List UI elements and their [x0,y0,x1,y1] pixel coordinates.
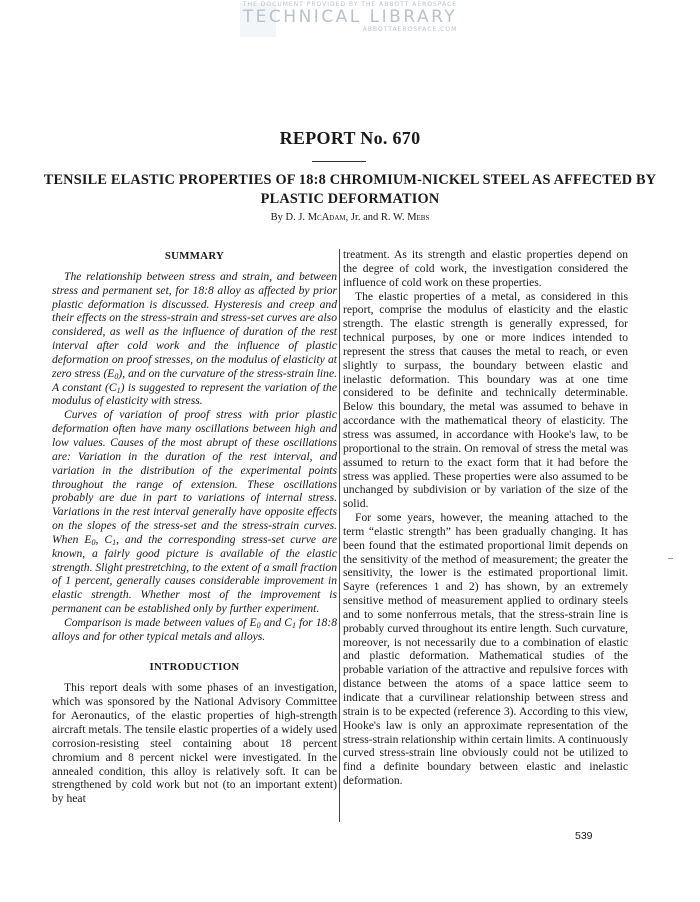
summary-section [52,250,337,644]
text-run: ) is suggested to represent the variation of the modulus of elasticity with stress. [52,380,337,408]
subscript: 0 [256,620,261,630]
summary-paragraph-1 [52,270,337,408]
document-title: TENSILE ELASTIC PROPERTIES OF 18:8 CHROMIUM-NICKEL STEEL AS AFFECTED BY PLASTIC DEFORMATION [43,172,657,207]
scan-mark [668,558,673,559]
introduction-paragraph-3: For some years, however, the meaning attached to the term “elastic strength” has been gradually changing. It has been found that the estimated proportional limit depends on the sensitivity of the method of measurement; the greater the sensitivity, the lower is the estimated proportional limit. Sayre (references 1 and 2) has shown, by an extremely sensitive method of measurement applied to ordinary steels and to some nonferrous metals, that the stress-strain line is probably curved throughout its entire length. Such curvature, moreover, is not necessarily due to a combination of elastic and plastic deformation. Mathematical studies of the probable variation of the attractive and repulsive forces with distance between the atoms of a space lattice seem to indicate that a curvilinear relationship between stress and strain is to be expected (reference 3). According to this view, Hooke's law is only an approximate representation of the stress-strain relationship within certain limits. A continuously curved stress-strain line obviously could not be utilized to find a definite boundary between elastic and inelastic deformation. [343,511,628,788]
summary-heading: SUMMARY [164,250,225,262]
introduction-heading: INTRODUCTION [149,660,240,673]
author-mebs: Mebs [407,212,430,223]
right-column [343,248,628,788]
text-run: Curves of variation of proof stress with prior plastic deformation often have many oscillations between high and low values. Causes of the most abrupt of these oscillations are: Variation in the duration of the rest interval, and variation in the distribution of the experimental points throughout the range of extension. These oscillations probably are due in part to variations of internal stress. Variations in the rest interval generally have opposite effects on the slopes of the stress-set and the stress-strain curves. When E [52,408,337,546]
introduction-paragraph-2: The elastic properties of a metal, as considered in this report, comprise the modulus of elasticity and the elastic strength. The elastic strength is generally expressed, for technical purposes, by one or more indices intended to represent the stress that causes the metal to reach, or even slightly to surpass, the boundary between elastic and inelastic deformation. This boundary was at one time considered to be definite and technically determinable. Below this boundary, the metal was assumed to behave in accordance with the mathematical theory of elasticity. The stress was assumed, in accordance with Hooke's law, to be proportional to the strain. On removal of stress the metal was assumed to return to the exact form that it had before the stress was applied. These properties were also assumed to be unchanged by subdivision or by variation of the size of the solid. [343,289,628,511]
summary-paragraph-3 [52,616,337,644]
subscript: 1 [291,620,296,630]
subscript: 1 [116,385,121,395]
watermark-provider-line: THE DOCUMENT PROVIDED BY THE ABBOTT AEROSPACE [242,1,458,8]
watermark-library-name: TECHNICAL LIBRARY [242,7,458,27]
summary-paragraph-2 [52,408,337,616]
author-mcadam: McAdam [307,212,346,223]
byline-prefix: By D. J. [270,212,308,223]
introduction-paragraph-1: This report deals with some phases of an investigation, which was sponsored by the National Advisory Committee for Aeronautics, of the elastic properties of high-strength aircraft metals. The tensile elastic properties of a widely used corrosion-resisting steel containing about 18 percent chromium and 8 percent nickel were investigated. In the annealed condition, this alloy is relatively soft. It can be strengthened by cold work but not (to an important extent) by heat [52,681,337,806]
text-run: , and the corresponding stress-set curve are known, a fairly good picture is available of the elastic strength. Slight prestretching, to the extent of a small fraction of 1 percent, generally causes considerable improvement in elastic strength. Whether most of the improvement is permanent can be established only by further experiment. [52,532,337,616]
subscript: 0 [91,537,96,547]
text-run: , C [95,532,113,546]
watermark-site: ABBOTTAEROSPACE.COM [362,26,458,33]
byline-middle: , Jr. and R. W. [345,212,408,223]
left-column [52,250,337,806]
page-number: 539 [575,830,593,842]
subscript: 1 [112,537,117,547]
text-run: Comparison is made between values of E [64,615,257,629]
watermark [0,1,700,33]
subscript: 0 [114,371,119,381]
text-run: for 18:8 alloys and for other typical metals and alloys. [52,615,338,643]
column-divider [339,249,340,822]
text-run: ), and on the curvature of the stress-strain line. A constant (C [52,366,337,394]
report-number: REPORT No. 670 [279,128,421,148]
title-rule [312,161,366,162]
text-run: The relationship between stress and strain, and between stress and permanent set, for 18:8 alloy as affected by prior plastic deformation is discussed. Hysteresis and creep and their effects on the stress-strain and stress-set curves are also considered, as well as the influence of duration of the rest interval after cold work and the influence of plastic deformation on proof stresses, on the modulus of elasticity at zero stress (E [52,269,337,380]
introduction-paragraph-1-continued: treatment. As its strength and elastic properties depend on the degree of cold work, the investigation considered the influence of cold work on these properties. [343,248,628,289]
byline [0,212,700,223]
text-run: and C [260,615,292,629]
